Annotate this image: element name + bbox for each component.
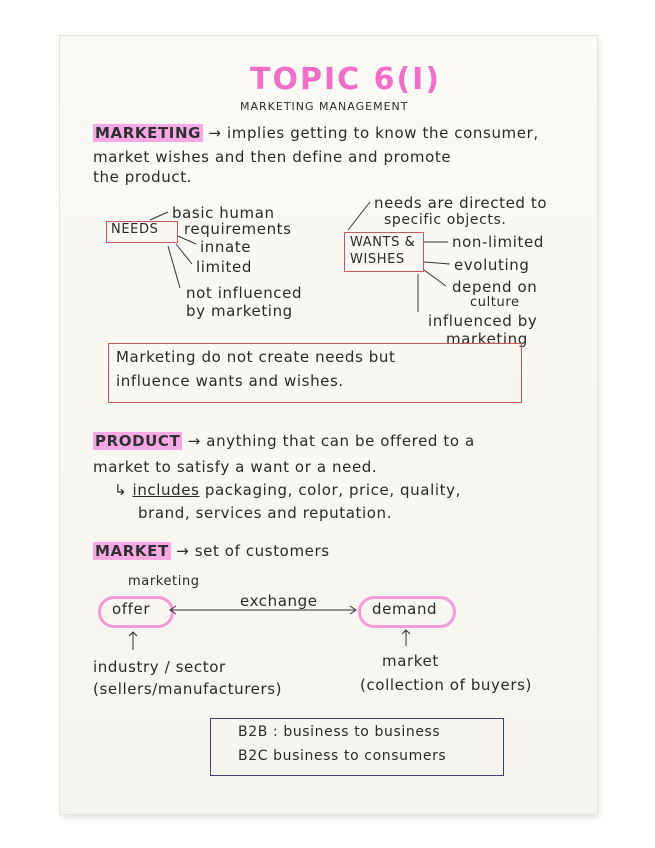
product-term: PRODUCT <box>95 432 181 450</box>
needs-label: NEEDS <box>111 222 159 237</box>
demand-label: demand <box>372 600 438 618</box>
marketing-term: MARKETING <box>95 124 202 142</box>
wants-bullet-1b: specific objects. <box>384 212 507 228</box>
offer-up-arrow <box>129 632 137 650</box>
wants-arrow-4 <box>424 270 446 286</box>
exchange-label: exchange <box>240 592 318 610</box>
wants-arrow-1 <box>348 202 370 230</box>
wants-bullet-4b: culture <box>470 295 520 310</box>
product-definition-line4: brand, services and reputation. <box>138 504 393 522</box>
wants-bullet-1: needs are directed to <box>374 194 548 212</box>
wants-bullet-4: depend on <box>452 278 538 296</box>
needs-bullet-3: limited <box>196 258 252 276</box>
needs-bullet-4b: by marketing <box>186 302 293 320</box>
market-term: MARKET <box>95 542 169 560</box>
marketing-word: marketing <box>128 574 200 589</box>
needs-bullet-2: innate <box>200 238 252 256</box>
needs-arrow-2 <box>178 236 196 244</box>
product-includes-text: packaging, color, price, quality, <box>204 481 461 499</box>
offer-desc-2: (sellers/manufacturers) <box>93 680 283 698</box>
needs-bullet-4: not influenced <box>186 284 303 302</box>
includes-word: includes <box>132 481 200 499</box>
page-title: TOPIC 6(I) <box>250 62 442 97</box>
offer-desc-1: industry / sector <box>93 658 226 676</box>
offer-label: offer <box>112 600 151 618</box>
b2c-line: B2C business to consumers <box>238 748 447 764</box>
marketing-def-text: → implies getting to know the consumer, <box>208 124 539 142</box>
wants-bullet-5b: marketing <box>446 330 528 348</box>
demand-up-arrow <box>402 630 410 646</box>
b2b-line: B2B : business to business <box>238 724 441 740</box>
needs-arrow-3 <box>176 244 192 264</box>
wants-bullet-2: non-limited <box>452 233 544 251</box>
product-def-text: → anything that can be offered to a <box>187 432 475 450</box>
page-subtitle: MARKETING MANAGEMENT <box>240 100 409 113</box>
marketing-definition-line2: market wishes and then define and promote <box>93 148 452 166</box>
needs-bullet-1: basic human <box>172 204 275 222</box>
demand-desc-2: (collection of buyers) <box>360 676 532 694</box>
demand-desc-1: market <box>382 652 439 670</box>
wants-arrow-3 <box>424 262 450 264</box>
needs-bullet-1b: requirements <box>184 220 292 238</box>
note-line-2: influence wants and wishes. <box>116 372 344 390</box>
product-definition-line3: ↳ includes packaging, color, price, quality, <box>114 481 461 499</box>
wants-label-1: WANTS & <box>350 235 416 250</box>
wants-bullet-5: influenced by <box>428 312 538 330</box>
product-definition-line2: market to satisfy a want or a need. <box>93 458 378 476</box>
note-line-1: Marketing do not create needs but <box>116 348 396 366</box>
needs-arrow-1 <box>150 212 168 220</box>
wants-bullet-3: evoluting <box>454 256 530 274</box>
marketing-definition-line3: the product. <box>93 168 193 186</box>
needs-arrow-4 <box>168 246 180 288</box>
market-def-text: → set of customers <box>176 542 330 560</box>
wants-label-2: WISHES <box>350 252 405 267</box>
